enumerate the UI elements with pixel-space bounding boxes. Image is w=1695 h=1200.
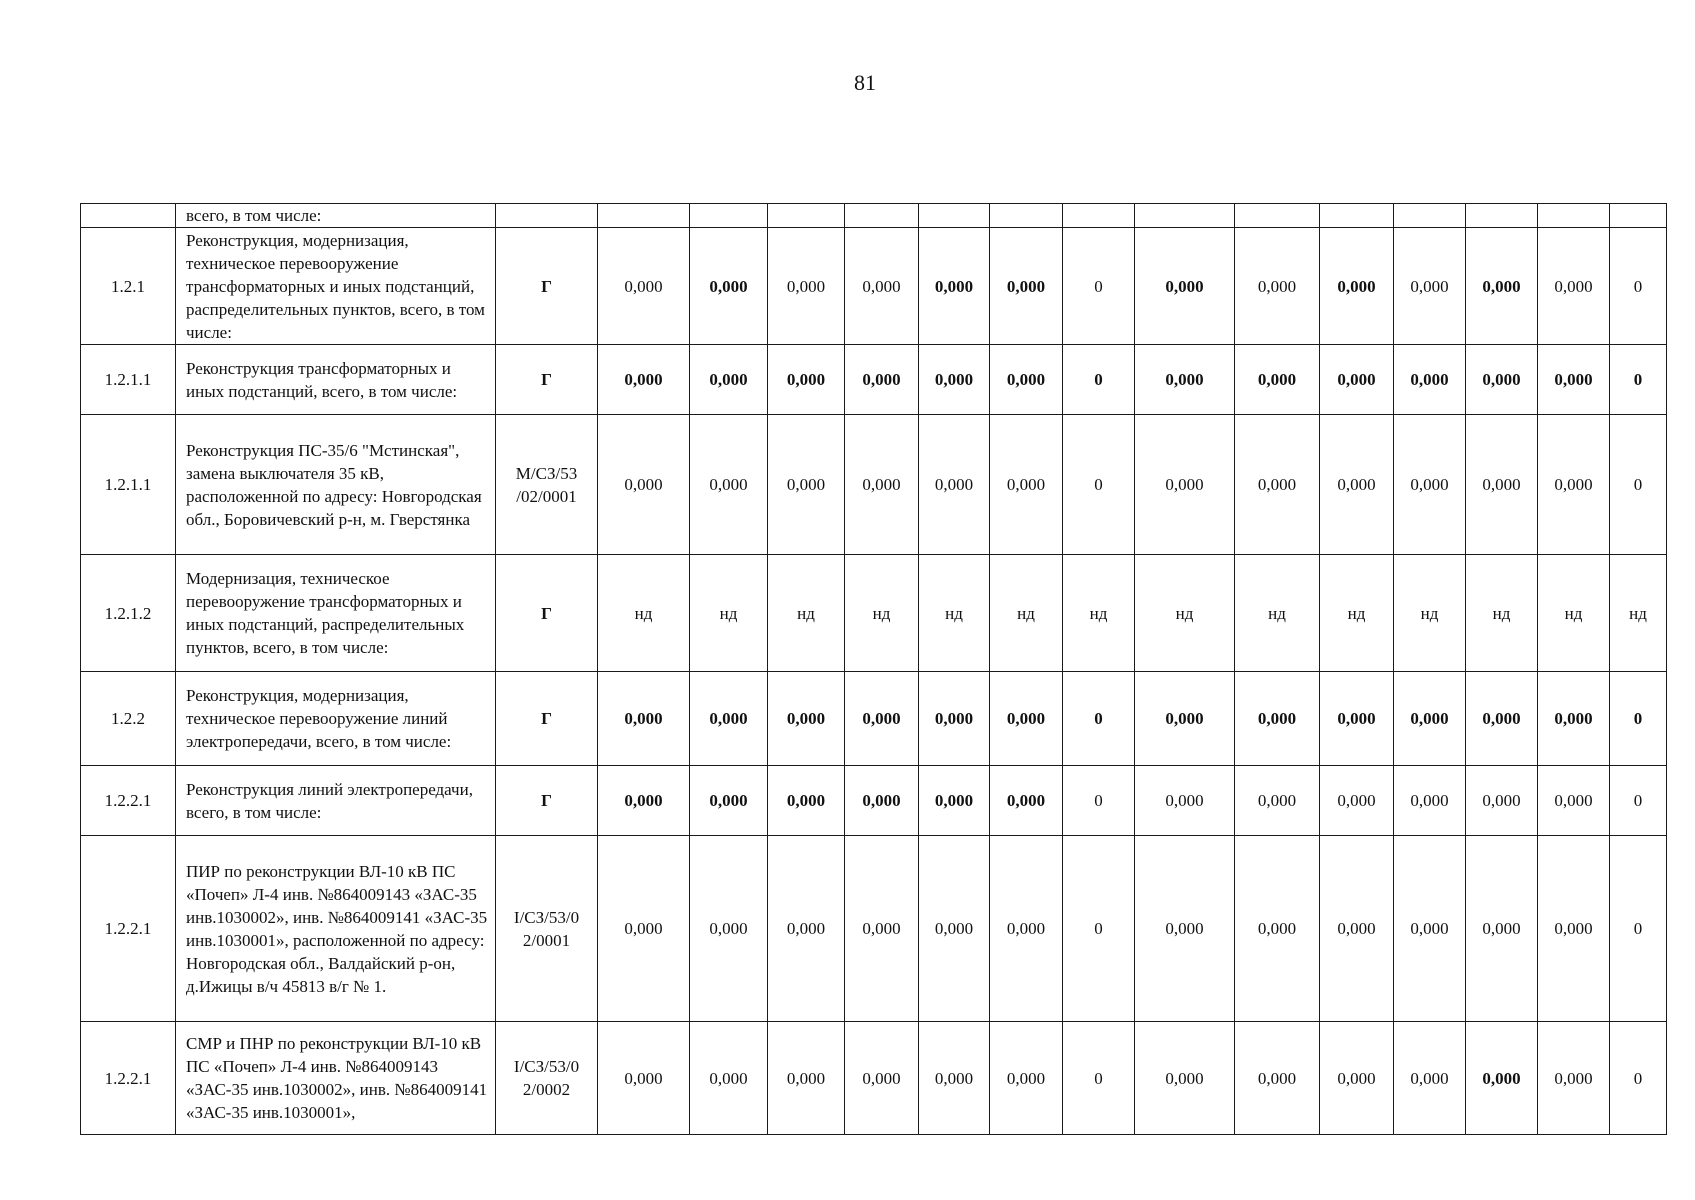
item-number-cell: 1.2.1.1 bbox=[81, 415, 176, 555]
project-code-cell: Г bbox=[496, 766, 598, 836]
value-cell: 0 bbox=[1063, 672, 1135, 766]
investment-program-table bbox=[80, 203, 1667, 1135]
value-cell: 0,000 bbox=[1466, 836, 1538, 1022]
value-cell: 0,000 bbox=[990, 228, 1063, 345]
value-cell: 0,000 bbox=[1320, 228, 1394, 345]
value-cell: 0,000 bbox=[768, 228, 845, 345]
value-cell: 0 bbox=[1610, 766, 1667, 836]
value-cell: 0,000 bbox=[1135, 228, 1235, 345]
value-cell: 0,000 bbox=[919, 228, 990, 345]
value-cell: 0,000 bbox=[1538, 672, 1610, 766]
value-cell: 0,000 bbox=[1320, 345, 1394, 415]
item-number-cell: 1.2.1.1 bbox=[81, 345, 176, 415]
item-number-cell: 1.2.2.1 bbox=[81, 766, 176, 836]
value-cell: 0,000 bbox=[1538, 836, 1610, 1022]
value-cell: 0,000 bbox=[1135, 836, 1235, 1022]
item-number-cell: 1.2.1 bbox=[81, 228, 176, 345]
table-row bbox=[81, 836, 1667, 1022]
value-cell bbox=[690, 204, 768, 228]
value-cell: 0,000 bbox=[768, 345, 845, 415]
value-cell: 0,000 bbox=[1466, 228, 1538, 345]
table-row bbox=[81, 555, 1667, 672]
value-cell: 0,000 bbox=[598, 345, 690, 415]
value-cell bbox=[1235, 204, 1320, 228]
value-cell: 0,000 bbox=[598, 415, 690, 555]
value-cell: 0,000 bbox=[1320, 672, 1394, 766]
value-cell bbox=[1320, 204, 1394, 228]
table-row bbox=[81, 228, 1667, 345]
value-cell: 0,000 bbox=[1538, 1022, 1610, 1135]
value-cell: нд bbox=[990, 555, 1063, 672]
value-cell bbox=[598, 204, 690, 228]
value-cell: 0 bbox=[1610, 415, 1667, 555]
value-cell: 0,000 bbox=[1135, 672, 1235, 766]
value-cell: 0,000 bbox=[1135, 345, 1235, 415]
table-body bbox=[81, 204, 1667, 1135]
value-cell: 0,000 bbox=[1320, 1022, 1394, 1135]
value-cell: 0,000 bbox=[1235, 672, 1320, 766]
value-cell: 0 bbox=[1063, 345, 1135, 415]
value-cell: 0,000 bbox=[1320, 836, 1394, 1022]
value-cell bbox=[1610, 204, 1667, 228]
value-cell: 0,000 bbox=[919, 1022, 990, 1135]
value-cell: 0,000 bbox=[768, 836, 845, 1022]
value-cell: 0,000 bbox=[1394, 672, 1466, 766]
value-cell: 0,000 bbox=[1235, 228, 1320, 345]
value-cell: 0,000 bbox=[1466, 345, 1538, 415]
item-name-cell: Реконструкция линий электропередачи, всего, в том числе: bbox=[176, 766, 496, 836]
value-cell: 0,000 bbox=[1394, 766, 1466, 836]
value-cell: 0 bbox=[1610, 228, 1667, 345]
value-cell: 0,000 bbox=[845, 836, 919, 1022]
value-cell bbox=[1063, 204, 1135, 228]
value-cell: нд bbox=[1135, 555, 1235, 672]
value-cell: 0,000 bbox=[598, 1022, 690, 1135]
value-cell: 0,000 bbox=[1394, 836, 1466, 1022]
value-cell bbox=[919, 204, 990, 228]
item-name-cell: Модернизация, техническое перевооружение трансформаторных и иных подстанций, распределительных пунктов, всего, в том числе: bbox=[176, 555, 496, 672]
project-code-cell bbox=[496, 204, 598, 228]
value-cell bbox=[1394, 204, 1466, 228]
value-cell: 0,000 bbox=[990, 345, 1063, 415]
value-cell: 0,000 bbox=[1466, 1022, 1538, 1135]
item-number-cell: 1.2.1.2 bbox=[81, 555, 176, 672]
value-cell: 0,000 bbox=[690, 766, 768, 836]
value-cell: нд bbox=[1610, 555, 1667, 672]
value-cell: 0 bbox=[1610, 836, 1667, 1022]
value-cell: 0,000 bbox=[1538, 345, 1610, 415]
value-cell: нд bbox=[1538, 555, 1610, 672]
value-cell: нд bbox=[690, 555, 768, 672]
value-cell: 0,000 bbox=[845, 345, 919, 415]
project-code-cell: Г bbox=[496, 672, 598, 766]
value-cell: 0,000 bbox=[1394, 415, 1466, 555]
project-code-cell: Г bbox=[496, 555, 598, 672]
value-cell: 0,000 bbox=[768, 766, 845, 836]
value-cell: 0 bbox=[1610, 1022, 1667, 1135]
item-name-cell: Реконструкция, модернизация, техническое перевооружение линий электропередачи, всего, в том числе: bbox=[176, 672, 496, 766]
value-cell: 0,000 bbox=[845, 672, 919, 766]
value-cell: 0,000 bbox=[690, 836, 768, 1022]
value-cell bbox=[990, 204, 1063, 228]
item-name-cell: всего, в том числе: bbox=[176, 204, 496, 228]
value-cell: 0,000 bbox=[919, 415, 990, 555]
item-number-cell bbox=[81, 204, 176, 228]
item-name-cell: Реконструкция трансформаторных и иных подстанций, всего, в том числе: bbox=[176, 345, 496, 415]
value-cell: 0,000 bbox=[1320, 766, 1394, 836]
value-cell bbox=[845, 204, 919, 228]
value-cell: 0,000 bbox=[845, 415, 919, 555]
table-row bbox=[81, 766, 1667, 836]
value-cell: 0,000 bbox=[1466, 766, 1538, 836]
value-cell: 0,000 bbox=[1235, 1022, 1320, 1135]
value-cell: 0,000 bbox=[1538, 415, 1610, 555]
value-cell: 0,000 bbox=[1235, 415, 1320, 555]
value-cell: нд bbox=[1063, 555, 1135, 672]
value-cell bbox=[1466, 204, 1538, 228]
value-cell: 0,000 bbox=[1466, 415, 1538, 555]
item-name-cell: Реконструкция ПС-35/6 "Мстинская", замена выключателя 35 кВ, расположенной по адресу: Новгородская обл., Боровичевский р-н, м. Гверстянка bbox=[176, 415, 496, 555]
value-cell: 0,000 bbox=[768, 672, 845, 766]
value-cell: нд bbox=[1394, 555, 1466, 672]
value-cell: 0,000 bbox=[990, 672, 1063, 766]
item-number-cell: 1.2.2.1 bbox=[81, 836, 176, 1022]
value-cell: 0,000 bbox=[1538, 766, 1610, 836]
page-number: 81 bbox=[854, 70, 876, 95]
table-row bbox=[81, 415, 1667, 555]
value-cell bbox=[1538, 204, 1610, 228]
value-cell: 0 bbox=[1063, 415, 1135, 555]
value-cell: 0,000 bbox=[1135, 766, 1235, 836]
value-cell: 0,000 bbox=[598, 228, 690, 345]
value-cell: 0 bbox=[1063, 228, 1135, 345]
value-cell: 0,000 bbox=[919, 836, 990, 1022]
value-cell: 0,000 bbox=[690, 1022, 768, 1135]
value-cell: 0,000 bbox=[990, 415, 1063, 555]
item-number-cell: 1.2.2 bbox=[81, 672, 176, 766]
table-row bbox=[81, 204, 1667, 228]
value-cell: 0,000 bbox=[690, 228, 768, 345]
value-cell: 0,000 bbox=[990, 766, 1063, 836]
table-row bbox=[81, 1022, 1667, 1135]
value-cell: 0,000 bbox=[598, 766, 690, 836]
value-cell: 0,000 bbox=[598, 672, 690, 766]
item-name-cell: ПИР по реконструкции ВЛ-10 кВ ПС «Почеп» Л-4 инв. №864009143 «ЗАС-35 инв.1030002», инв. №864009141 «ЗАС-35 инв.1030001», расположенной по адресу: Новгородская обл., Валдайский р-он, д.Ижицы в/ч 45813 в/г № 1. bbox=[176, 836, 496, 1022]
value-cell: 0 bbox=[1063, 1022, 1135, 1135]
value-cell: 0,000 bbox=[919, 345, 990, 415]
item-name-cell: СМР и ПНР по реконструкции ВЛ-10 кВ ПС «Почеп» Л-4 инв. №864009143 «ЗАС-35 инв.1030002», инв. №864009141 «ЗАС-35 инв.1030001», bbox=[176, 1022, 496, 1135]
value-cell: нд bbox=[919, 555, 990, 672]
value-cell: нд bbox=[1320, 555, 1394, 672]
value-cell: 0,000 bbox=[1135, 1022, 1235, 1135]
value-cell: 0,000 bbox=[845, 766, 919, 836]
item-number-cell: 1.2.2.1 bbox=[81, 1022, 176, 1135]
value-cell: 0,000 bbox=[919, 766, 990, 836]
value-cell: 0,000 bbox=[690, 672, 768, 766]
project-code-cell: Г bbox=[496, 345, 598, 415]
project-code-cell: М/СЗ/53 /02/0001 bbox=[496, 415, 598, 555]
value-cell: 0,000 bbox=[768, 415, 845, 555]
project-code-cell: I/СЗ/53/0 2/0001 bbox=[496, 836, 598, 1022]
value-cell bbox=[1135, 204, 1235, 228]
value-cell: 0,000 bbox=[1235, 836, 1320, 1022]
value-cell: нд bbox=[845, 555, 919, 672]
value-cell: 0,000 bbox=[690, 345, 768, 415]
value-cell: 0,000 bbox=[845, 1022, 919, 1135]
value-cell: 0,000 bbox=[768, 1022, 845, 1135]
value-cell: 0,000 bbox=[1235, 345, 1320, 415]
value-cell: 0,000 bbox=[1394, 1022, 1466, 1135]
value-cell: 0,000 bbox=[690, 415, 768, 555]
table-row bbox=[81, 345, 1667, 415]
value-cell bbox=[768, 204, 845, 228]
item-name-cell: Реконструкция, модернизация, техническое перевооружение трансформаторных и иных подстанций, распределительных пунктов, всего, в том числе: bbox=[176, 228, 496, 345]
table-row bbox=[81, 672, 1667, 766]
value-cell: 0,000 bbox=[1466, 672, 1538, 766]
value-cell: 0,000 bbox=[1394, 228, 1466, 345]
value-cell: нд bbox=[598, 555, 690, 672]
value-cell: 0,000 bbox=[1538, 228, 1610, 345]
value-cell: 0 bbox=[1610, 672, 1667, 766]
value-cell: 0,000 bbox=[919, 672, 990, 766]
value-cell: 0 bbox=[1063, 766, 1135, 836]
value-cell: 0 bbox=[1610, 345, 1667, 415]
value-cell: 0,000 bbox=[845, 228, 919, 345]
value-cell: 0,000 bbox=[1320, 415, 1394, 555]
value-cell: нд bbox=[1235, 555, 1320, 672]
value-cell: 0,000 bbox=[1135, 415, 1235, 555]
project-code-cell: I/СЗ/53/0 2/0002 bbox=[496, 1022, 598, 1135]
value-cell: нд bbox=[1466, 555, 1538, 672]
value-cell: 0,000 bbox=[1394, 345, 1466, 415]
value-cell: 0,000 bbox=[990, 1022, 1063, 1135]
value-cell: 0,000 bbox=[598, 836, 690, 1022]
value-cell: 0,000 bbox=[1235, 766, 1320, 836]
project-code-cell: Г bbox=[496, 228, 598, 345]
value-cell: нд bbox=[768, 555, 845, 672]
value-cell: 0 bbox=[1063, 836, 1135, 1022]
value-cell: 0,000 bbox=[990, 836, 1063, 1022]
